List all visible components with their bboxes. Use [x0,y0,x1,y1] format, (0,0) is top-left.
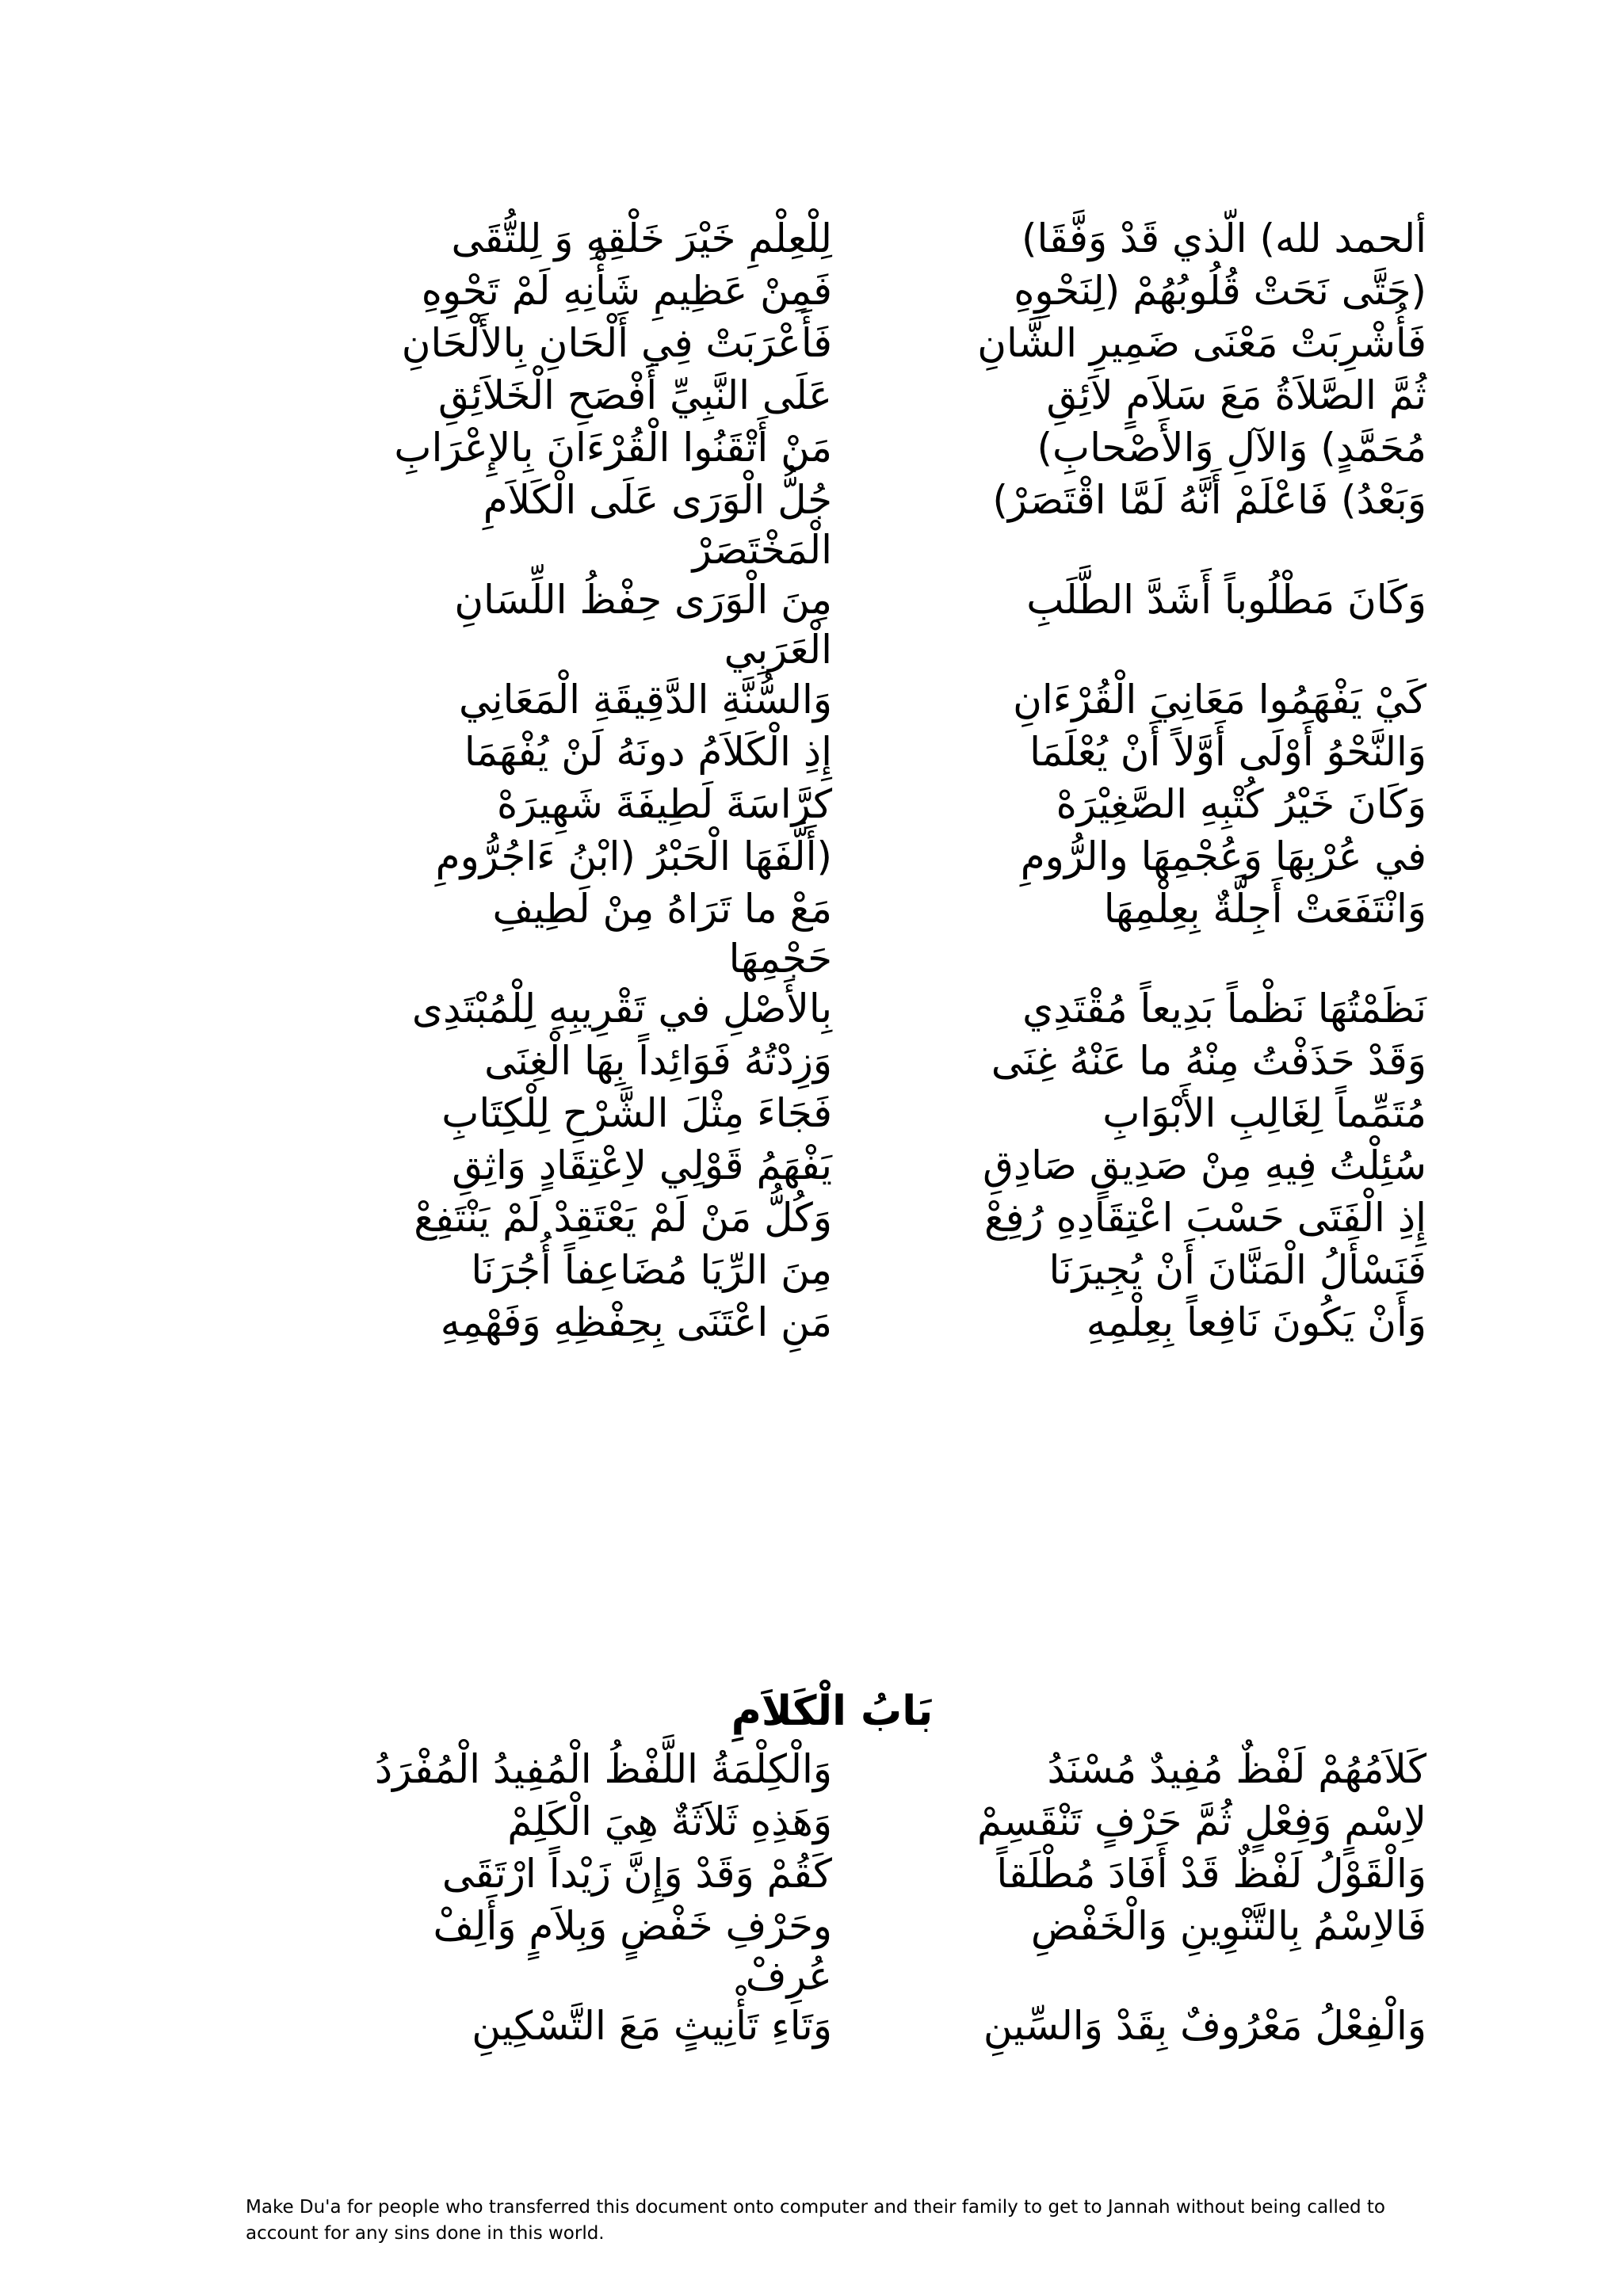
verse-continuation [238,626,1426,673]
verse [238,830,1426,883]
first-hemistich: كَيْ يَفْهَمُوا مَعَانِيَ الْقُرْءَانِ [1013,677,1426,723]
second-hemistich: بِالأَصْلِ في تَقْرِيبِهِ لِلْمُبْتَدِى [411,986,832,1032]
first-hemistich: نَظَمْتُهَا نَظْماً بَدِيعاً مُقْتَدِي [1022,986,1426,1032]
continuation-text: حَجْمِهَا [728,936,832,982]
verse [238,1244,1426,1296]
second-hemistich: وَتَاءِ تَأْنِيثٍ مَعَ التَّسْكِينِ [472,2003,832,2049]
intro-poem [238,212,1426,1348]
first-hemistich: وَبَعْدُ) فَاعْلَمْ أَنَّهُ لَمَّا اقْتَصَرْ) [992,477,1426,523]
second-hemistich: فَمِنْ عَظِيمِ شَأْنِهِ لَمْ تَحْوِهِ [421,268,832,314]
first-hemistich: وَكَانَ مَطْلُوباً أَشَدَّ الطَّلَبِ [1026,577,1426,623]
first-hemistich: (حَتَّى نَحَتْ قُلُوبُهُمْ (لِنَحْوِهِ [1014,268,1426,314]
verse [238,883,1426,935]
verse [238,369,1426,421]
first-hemistich: وَالنَّحْوُ أَوْلَى أَوَّلاً أَنْ يُعْلَمَا [1029,729,1426,775]
first-hemistich: وَكَانَ خَيْرُ كُتْبِهِ الصَّغِيْرَهْ [1056,781,1426,827]
verse [238,1192,1426,1244]
first-hemistich: فَأُشْرِبَتْ مَعْنَى ضَمِيرِ الشَّانِ [977,320,1426,366]
first-hemistich: فَنَسْأَلُ الْمَنَّانَ أَنْ يُجِيرَنَا [1048,1247,1426,1293]
first-hemistich: لاِسْمٍ وَفِعْلٍ ثُمَّ حَرْفٍ تَنْقَسِمْ [977,1798,1426,1844]
verse-continuation [238,526,1426,574]
second-hemistich: وَالسُّنَّةِ الدَّقِيقَةِ الْمَعَانِي [459,677,832,723]
verse [238,2000,1426,2052]
second-hemistich: مَنِ اعْتَنَى بِحِفْظِهِ وَفَهْمِهِ [440,1299,832,1345]
verse [238,317,1426,369]
first-hemistich: وَأَنْ يَكُونَ نَافِعاً بِعِلْمِهِ [1086,1299,1426,1345]
verse [238,778,1426,830]
footer-note: Make Du'a for people who transferred this document onto computer and their family to get to Jannah without being called to account for any sins done in this world. [246,2197,1386,2244]
first-hemistich: مُحَمَّدٍ) وَالآلِ وَالأَصْحابِ) [1037,425,1426,471]
second-hemistich: وحَرْفِ خَفْضٍ وَبِلاَمٍ وَأَلِفْ [433,1903,832,1949]
first-hemistich: ألحمد لله) الّذي قَدْ وَفَّقَا) [1022,215,1426,261]
second-hemistich: لِلْعِلْمِ خَيْرَ خَلْقِهِ وَ لِلتُّقَى [451,215,832,261]
verse [238,1795,1426,1848]
verse-continuation [238,935,1426,982]
first-hemistich: في عُرْبِهَا وَعُجْمِهَا والرُّومِ [1020,833,1426,879]
second-hemistich: (أَلَّفَهَا الْحَبْرُ (ابْنُ ءَاجُرُّومِ [435,833,832,879]
second-hemistich: مِنَ الرِّيَا مُضَاعِفاً أُجُرَنَا [471,1247,832,1293]
first-hemistich: سُئِلْتُ فِيهِ مِنْ صَدِيقٍ صَادِقِ [983,1142,1426,1188]
chapter-verses [238,1743,1426,2052]
second-hemistich: كَقُمْ وَقَدْ وَإِنَّ زَيْداً ارْتَقَى [441,1851,832,1897]
first-hemistich: وَالْقَوْلُ لَفْظٌ قَدْ أَفَادَ مُطْلَقاً [996,1851,1426,1897]
verse [238,474,1426,526]
verse [238,212,1426,265]
second-hemistich: وَكُلُّ مَنْ لَمْ يَعْتَقِدْ لَمْ يَنْتَفِعْ [414,1195,832,1241]
verse [238,982,1426,1035]
second-hemistich: فَجَاءَ مِثْلَ الشَّرْحِ لِلْكِتَابِ [441,1090,832,1136]
second-hemistich: كرَّاسَةَ لَطِيفَةَ شَهِيرَهْ [496,781,832,827]
verse [238,1296,1426,1348]
second-hemistich: وَالْكِلْمَةُ اللَّفْظُ الْمُفِيدُ الْمُفْرَدُ [374,1746,832,1792]
chapter-poem [238,1680,1426,2052]
chapter-title: بَابُ الْكَلاَمِ [731,1688,934,1735]
verse [238,1139,1426,1192]
verse [238,1743,1426,1795]
first-hemistich: كَلاَمُهُمْ لَفْظٌ مُفِيدٌ مُسْنَدُ [1047,1746,1426,1792]
first-hemistich: مُتَمِّماً لِغَالِبِ الأَبْوَابِ [1102,1090,1426,1136]
second-hemistich: مِنَ الْوَرَى حِفْظُ اللِّسَانِ [454,577,832,623]
verse [238,726,1426,778]
continuation-text: عُرِفْ [745,1953,832,1999]
verse-continuation [238,1952,1426,2000]
second-hemistich: فَأَعْرَبَتْ فِي أَلْحَانِ بِالأَلْحَانِ [401,320,832,366]
verse [238,574,1426,626]
continuation-text: الْمَخْتَصَرْ [692,527,832,573]
verse [238,265,1426,317]
verse [238,421,1426,474]
first-hemistich: وَانْتَفَعَتْ أَجِلَّةٌ بِعِلْمِهَا [1103,886,1426,932]
verse [238,1035,1426,1087]
second-hemistich: عَلَى النَّبِيِّ أَفْصَحِ الْخَلاَئِقِ [438,372,832,418]
first-hemistich: إِذِ الْفَتَى حَسْبَ اعْتِقَادِهِ رُفِعْ [984,1195,1426,1241]
verse [238,673,1426,726]
second-hemistich: وَزِدْتُهُ فَوَائِداً بِهَا الْغِنَى [484,1038,832,1084]
second-hemistich: وَهَذِهِ ثَلاَثَةٌ هِيَ الْكَلِمْ [507,1798,832,1844]
second-hemistich: جُلُّ الْوَرَى عَلَى الْكَلاَمِ [483,477,832,523]
verse [238,1087,1426,1139]
first-hemistich: وَقَدْ حَذَفْتُ مِنْهُ ما عَنْهُ غِنَى [991,1038,1426,1084]
second-hemistich: مَنْ أَتْقَنُوا الْقُرْءَانَ بِالإِعْرَابِ [394,425,832,471]
second-hemistich: يَفْهَمُ قَوْلِي لاِعْتِقَادٍ وَاثِقِ [452,1142,832,1188]
first-hemistich: وَالْفِعْلُ مَعْرُوفٌ بِقَدْ وَالسِّينِ [983,2003,1426,2049]
second-hemistich: إِذِ الْكَلاَمُ دونَهُ لَنْ يُفْهَمَا [464,729,832,775]
second-hemistich: مَعْ ما تَرَاهُ مِنْ لَطِيفِ [492,886,832,932]
first-hemistich: فَالاِسْمُ بِالتَّنْوِينِ وَالْخَفْضِ [1030,1903,1426,1949]
continuation-text: الْعَرَبِي [724,627,832,673]
first-hemistich: ثُمَّ الصَّلاَةُ مَعَ سَلاَمٍ لاَئِقِ [1046,372,1426,418]
verse [238,1848,1426,1900]
verse [238,1900,1426,1952]
